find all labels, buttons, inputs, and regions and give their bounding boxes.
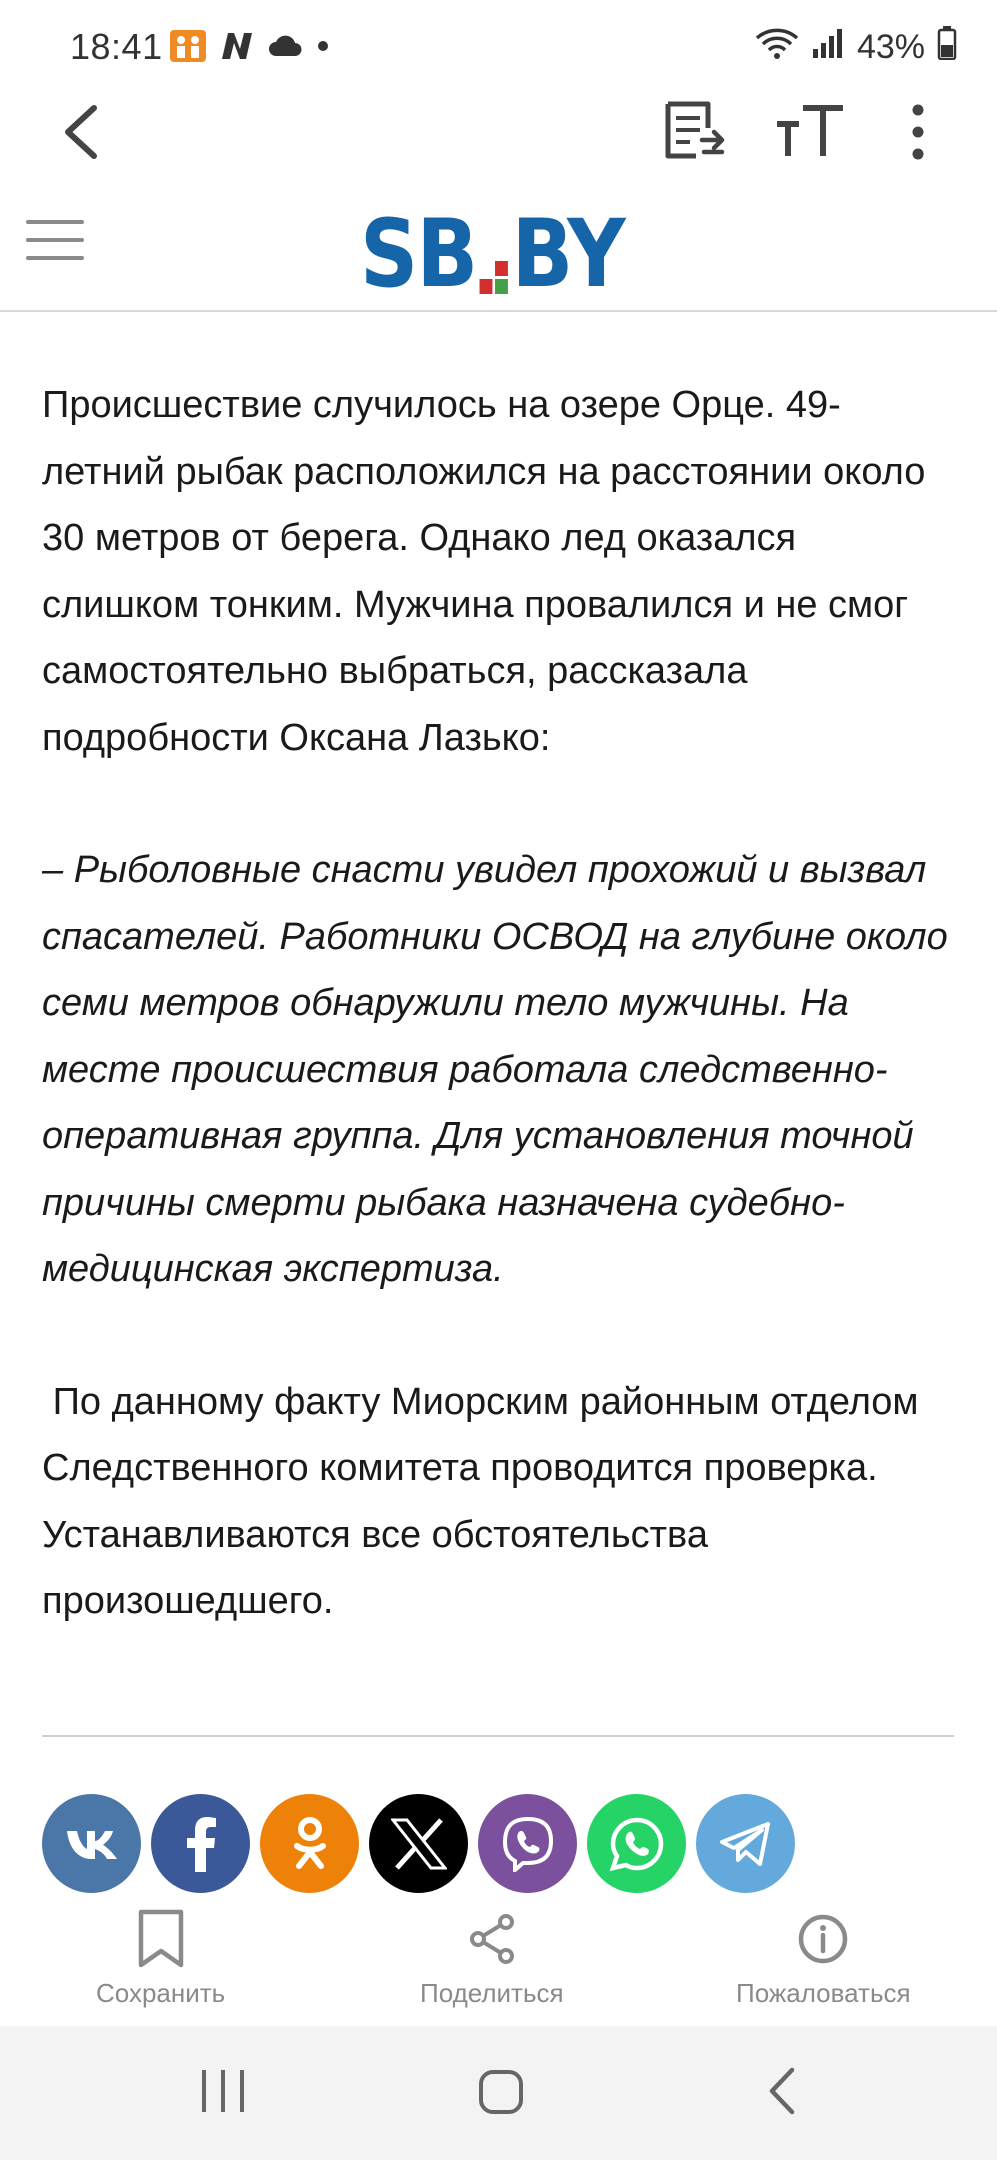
site-logo[interactable]: [360, 200, 667, 309]
share-button[interactable]: [420, 1906, 564, 2009]
telegram-icon: [718, 1820, 774, 1868]
n-notification-icon: [220, 31, 254, 66]
viber-share-button[interactable]: [478, 1794, 577, 1893]
site-header: [0, 190, 997, 312]
vk-share-button[interactable]: [42, 1794, 141, 1893]
chevron-left-icon[interactable]: [54, 100, 114, 164]
wifi-icon: [755, 26, 799, 69]
logo-text-right: BY: [511, 200, 624, 309]
more-vertical-icon[interactable]: [900, 100, 936, 164]
battery-percent: 43%: [856, 28, 925, 66]
back-icon[interactable]: [762, 2066, 802, 2121]
article-body: [42, 372, 962, 1635]
dot-icon: [316, 39, 330, 58]
recent-apps-icon[interactable]: [200, 2066, 246, 2121]
status-icons-left: [170, 30, 330, 67]
info-icon: [797, 1906, 849, 1972]
report-button[interactable]: [736, 1906, 911, 2009]
divider: [42, 1735, 954, 1737]
status-icons-right: [755, 26, 957, 69]
action-bar: [0, 1906, 997, 2026]
facebook-icon: [186, 1816, 216, 1872]
x-share-button[interactable]: [369, 1794, 468, 1893]
status-bar: [0, 0, 997, 96]
share-icon: [468, 1906, 516, 1972]
whatsapp-share-button[interactable]: [587, 1794, 686, 1893]
facebook-share-button[interactable]: [151, 1794, 250, 1893]
odnoklassniki-share-button[interactable]: [260, 1794, 359, 1893]
hamburger-menu-icon[interactable]: [26, 220, 84, 266]
share-label: Поделиться: [420, 1978, 564, 2008]
text-size-icon[interactable]: [775, 98, 845, 164]
system-nav-bar: [0, 2026, 997, 2160]
viber-icon: [501, 1816, 555, 1872]
home-icon[interactable]: [478, 2066, 524, 2121]
save-label: Сохранить: [96, 1978, 226, 2008]
x-icon: [391, 1818, 447, 1870]
signal-icon: [811, 27, 845, 68]
family-link-icon: [170, 30, 206, 67]
cloud-icon: [268, 34, 302, 63]
article-paragraph: По данному факту Миорским районным отделом Следственного комитета проводится проверка. Устанавливаются все обстоятельства произошедшего.: [42, 1380, 930, 1622]
article-quote: – Рыболовные снасти увидел прохожий и вызвал спасателей. Работники ОСВОД на глубине около семи метров обнаружили тело мужчины. На месте происшествия работала следственно-оперативная группа. Для установления точной причины смерти рыбака назначена судебно-медицинская экспертиза.: [42, 849, 948, 1290]
article-paragraph: Происшествие случилось на озере Орце. 49-летний рыбак расположился на расстоянии около 30 метров от берега. Однако лед оказался слишком тонким. Мужчина провалился и не смог самостоятельно выбраться, рассказала подробности Оксана Лазько:: [42, 384, 926, 759]
logo-text-left: SB: [360, 200, 477, 309]
odnoklassniki-icon: [292, 1816, 328, 1872]
report-label: Пожаловаться: [736, 1978, 911, 2008]
reader-mode-icon[interactable]: [662, 98, 728, 164]
logo-squares-icon: [480, 261, 508, 294]
share-row: [42, 1794, 795, 1893]
status-time: 18:41: [70, 26, 163, 67]
whatsapp-icon: [609, 1816, 665, 1872]
telegram-share-button[interactable]: [696, 1794, 795, 1893]
vk-icon: [65, 1827, 119, 1861]
bookmark-icon: [137, 1906, 185, 1972]
save-button[interactable]: [96, 1906, 225, 2009]
battery-icon: [937, 26, 957, 69]
